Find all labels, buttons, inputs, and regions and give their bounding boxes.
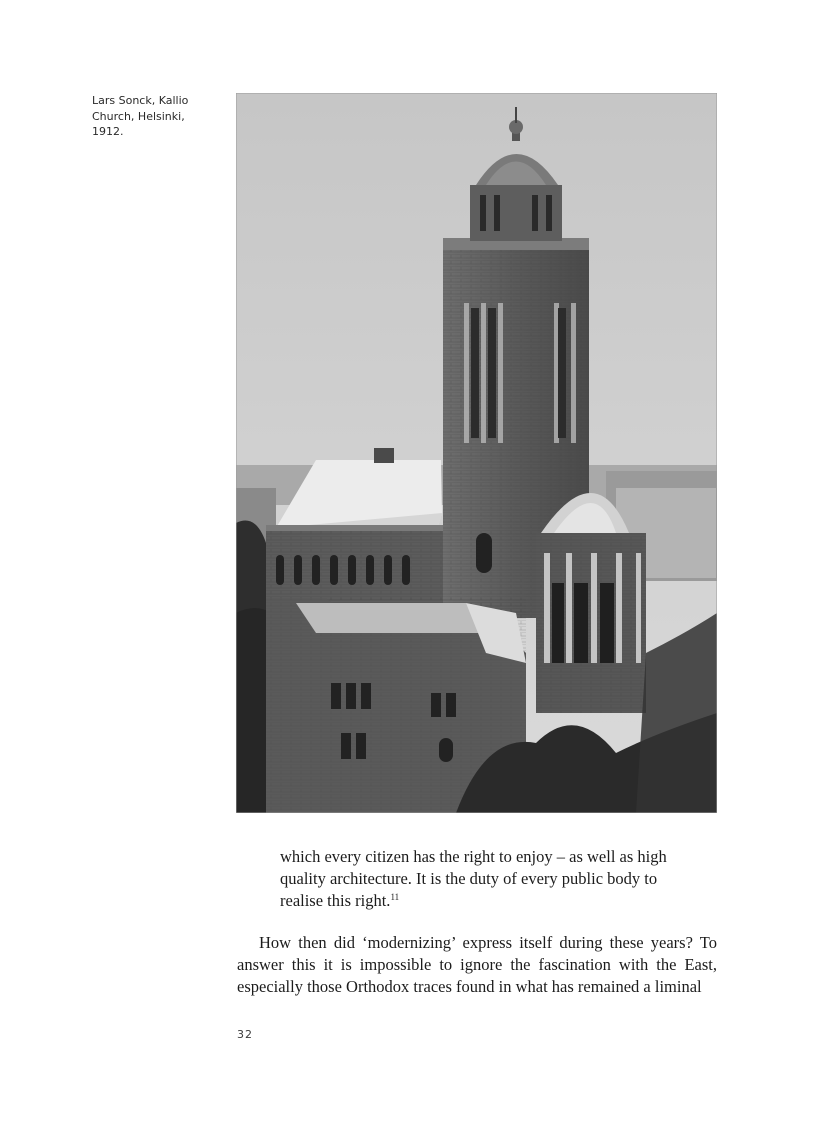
figure-caption: Lars Sonck, Kallio Church, Helsinki, 1912. <box>92 94 189 138</box>
block-quote <box>280 846 680 912</box>
footnote-marker[interactable]: 11 <box>390 892 400 902</box>
kallio-church-image <box>236 93 717 813</box>
quote-text: which every citizen has the right to enjoy – as well as high quality architecture. It is the duty of every public body to realise this right. <box>280 847 667 910</box>
church-photograph <box>236 93 717 813</box>
page-number: 32 <box>237 1028 253 1041</box>
body-paragraph: How then did ‘modernizing’ express itself during these years? To answer this it is impossible to ignore the fascination with the East, especially those Orthodox traces found in what has remained a liminal <box>237 933 717 996</box>
